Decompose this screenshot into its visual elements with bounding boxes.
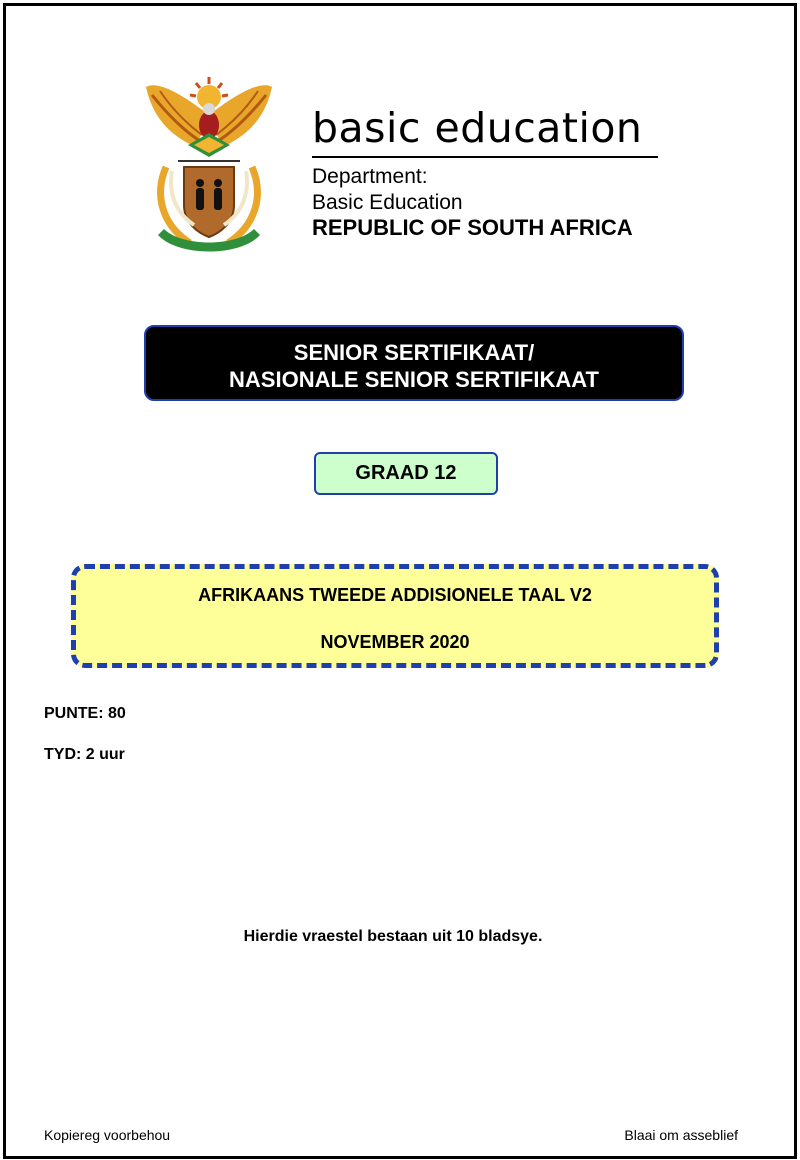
footer-copyright: Kopiereg voorbehou: [44, 1127, 171, 1143]
certificate-line-1: SENIOR SERTIFIKAAT/: [293, 340, 535, 365]
country-name: REPUBLIC OF SOUTH AFRICA: [312, 215, 633, 240]
coat-of-arms-icon: [138, 75, 280, 255]
grade-badge: GRAAD 12: [314, 452, 498, 495]
brand-block: [312, 104, 662, 240]
time-label: TYD: 2 uur: [44, 746, 125, 763]
certificate-banner: [144, 325, 684, 401]
footer-turn-page: Blaai om asseblief: [624, 1127, 738, 1143]
certificate-line-2: NASIONALE SENIOR SERTIFIKAAT: [229, 367, 599, 392]
brand-rule: [312, 156, 658, 158]
department-label: Department:: [312, 165, 428, 188]
marks-label: PUNTE: 80: [44, 705, 126, 722]
subject-title: AFRIKAANS TWEEDE ADDISIONELE TAAL V2: [198, 585, 592, 605]
subject-panel: [71, 564, 719, 668]
brand-title: basic education: [312, 104, 643, 152]
exam-session: NOVEMBER 2020: [320, 632, 470, 652]
department-name: Basic Education: [312, 191, 463, 214]
page-count-note: Hierdie vraestel bestaan uit 10 bladsye.: [243, 928, 543, 945]
